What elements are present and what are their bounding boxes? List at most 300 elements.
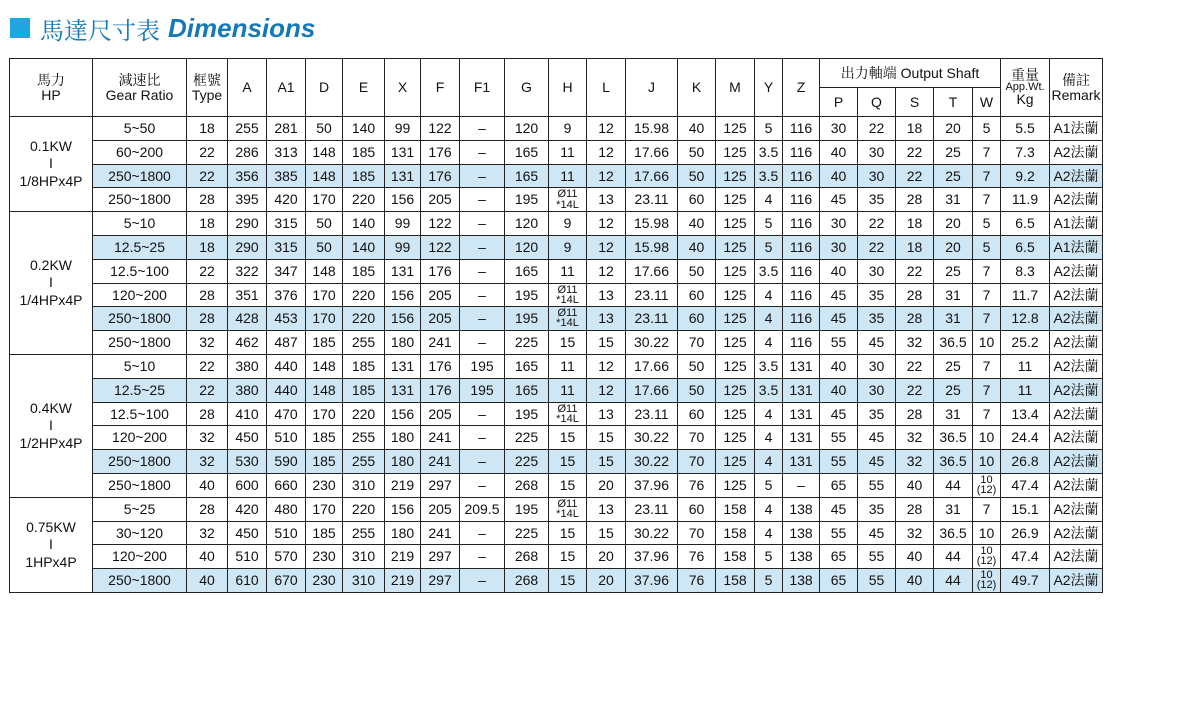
- table-cell: 30: [858, 378, 896, 402]
- table-cell: 4: [755, 283, 783, 307]
- table-cell: 28: [896, 497, 934, 521]
- table-cell: 225: [505, 331, 549, 355]
- table-cell: 131: [385, 354, 421, 378]
- table-cell: 13: [587, 283, 626, 307]
- table-cell: 122: [421, 235, 460, 259]
- type-header: 框號 Type: [187, 59, 228, 117]
- table-cell: 176: [421, 259, 460, 283]
- table-cell: 9.2: [1001, 164, 1050, 188]
- table-cell: 28: [896, 188, 934, 212]
- table-cell: 125: [716, 473, 755, 497]
- table-cell: 40: [820, 354, 858, 378]
- table-cell: 30.22: [626, 450, 678, 474]
- table-cell: 30: [858, 354, 896, 378]
- table-cell: 4: [755, 402, 783, 426]
- table-cell: 255: [343, 450, 385, 474]
- table-cell: 131: [385, 378, 421, 402]
- table-cell: 195: [505, 283, 549, 307]
- power-group-cell: [10, 117, 93, 212]
- table-cell: 40: [820, 164, 858, 188]
- table-cell: –: [460, 259, 505, 283]
- table-cell: 12.8: [1001, 307, 1050, 331]
- power-group-l2: I: [49, 155, 53, 172]
- shaft-header-q: Q: [858, 88, 896, 117]
- table-cell: 315: [267, 235, 306, 259]
- table-row: [10, 235, 1103, 259]
- table-cell: 219: [385, 545, 421, 569]
- table-cell: 480: [267, 497, 306, 521]
- table-cell: 28: [896, 307, 934, 331]
- table-cell: 131: [783, 354, 820, 378]
- table-cell: 170: [306, 188, 343, 212]
- table-row: [10, 140, 1103, 164]
- table-cell: 15.1: [1001, 497, 1050, 521]
- table-cell: 185: [306, 450, 343, 474]
- table-cell: 5: [755, 473, 783, 497]
- table-cell: 40: [678, 235, 716, 259]
- power-group-l1: 0.4KW: [29, 399, 72, 416]
- table-cell: 268: [505, 545, 549, 569]
- table-cell: 176: [421, 164, 460, 188]
- table-cell: 22: [896, 259, 934, 283]
- table-cell: 22: [896, 354, 934, 378]
- table-cell: A2法蘭: [1050, 140, 1103, 164]
- table-cell: 12.5~25: [93, 235, 187, 259]
- table-cell: 5: [973, 117, 1001, 141]
- table-cell: 219: [385, 473, 421, 497]
- table-cell: 15: [549, 331, 587, 355]
- table-cell: 250~1800: [93, 188, 187, 212]
- table-cell: 138: [783, 545, 820, 569]
- table-cell: 170: [306, 283, 343, 307]
- table-cell: 28: [187, 497, 228, 521]
- table-cell: 158: [716, 497, 755, 521]
- col-header-j: J: [626, 59, 678, 117]
- table-cell: 131: [385, 140, 421, 164]
- col-header-l: L: [587, 59, 626, 117]
- table-cell: 125: [716, 140, 755, 164]
- table-cell: 15.98: [626, 212, 678, 236]
- table-cell: 176: [421, 140, 460, 164]
- table-cell: 510: [228, 545, 267, 569]
- table-row: [10, 545, 1103, 569]
- shaft-header-s: S: [896, 88, 934, 117]
- table-cell: 116: [783, 212, 820, 236]
- table-row: [10, 378, 1103, 402]
- table-cell: 255: [343, 521, 385, 545]
- table-cell: 60: [678, 497, 716, 521]
- col-header-g: G: [505, 59, 549, 117]
- table-cell: –: [460, 545, 505, 569]
- table-cell: 15.98: [626, 235, 678, 259]
- table-cell: 180: [385, 426, 421, 450]
- table-cell: A2法蘭: [1050, 164, 1103, 188]
- table-cell: 40: [187, 473, 228, 497]
- table-cell: 20: [587, 545, 626, 569]
- table-cell: 255: [343, 331, 385, 355]
- table-cell: 99: [385, 117, 421, 141]
- table-cell: A2法蘭: [1050, 402, 1103, 426]
- table-cell: 40: [896, 569, 934, 593]
- table-row: [10, 497, 1103, 521]
- table-cell: 44: [934, 569, 973, 593]
- table-cell: 9: [549, 235, 587, 259]
- table-cell: 9: [549, 117, 587, 141]
- table-cell: A1法蘭: [1050, 235, 1103, 259]
- table-cell: 347: [267, 259, 306, 283]
- table-cell: 165: [505, 354, 549, 378]
- table-cell: 131: [385, 164, 421, 188]
- table-cell: 31: [934, 497, 973, 521]
- table-cell: [549, 497, 587, 521]
- table-cell: 268: [505, 473, 549, 497]
- table-cell: 11: [549, 378, 587, 402]
- table-cell: 148: [306, 164, 343, 188]
- table-cell: 195: [505, 188, 549, 212]
- table-cell: 18: [896, 235, 934, 259]
- table-cell: 23.11: [626, 307, 678, 331]
- table-cell: 125: [716, 307, 755, 331]
- table-cell: 40: [678, 212, 716, 236]
- table-cell: 310: [343, 569, 385, 593]
- table-cell: 31: [934, 283, 973, 307]
- table-cell: 45: [858, 521, 896, 545]
- table-cell: 3.5: [755, 140, 783, 164]
- table-cell: A1法蘭: [1050, 117, 1103, 141]
- table-cell: 30: [820, 235, 858, 259]
- table-cell: 36.5: [934, 450, 973, 474]
- table-cell: 125: [716, 164, 755, 188]
- table-cell: 60: [678, 283, 716, 307]
- table-cell: 185: [306, 521, 343, 545]
- table-cell: 225: [505, 426, 549, 450]
- table-cell: 220: [343, 307, 385, 331]
- table-cell: 230: [306, 569, 343, 593]
- table-row: [10, 569, 1103, 593]
- table-cell: 70: [678, 521, 716, 545]
- table-cell: 18: [896, 117, 934, 141]
- table-cell: 45: [820, 497, 858, 521]
- table-cell: 11: [1001, 354, 1050, 378]
- col-header-f1: F1: [460, 59, 505, 117]
- table-cell: 30: [820, 212, 858, 236]
- table-cell: 5: [755, 212, 783, 236]
- power-group-l3: 1/8HPx4P: [19, 172, 83, 189]
- table-cell: 120~200: [93, 545, 187, 569]
- table-cell: 8.3: [1001, 259, 1050, 283]
- table-cell: 32: [187, 450, 228, 474]
- col-header-z: Z: [783, 59, 820, 117]
- table-cell: 255: [343, 426, 385, 450]
- table-cell: 140: [343, 117, 385, 141]
- table-cell: 250~1800: [93, 307, 187, 331]
- table-cell: 120~200: [93, 283, 187, 307]
- two-line-value: Ø11 *14L: [556, 497, 579, 520]
- hp-header: 馬力 HP: [10, 59, 93, 117]
- table-cell: 225: [505, 521, 549, 545]
- table-cell: 15.98: [626, 117, 678, 141]
- table-row: [10, 164, 1103, 188]
- table-cell: A2法蘭: [1050, 521, 1103, 545]
- table-cell: 116: [783, 235, 820, 259]
- table-cell: 37.96: [626, 545, 678, 569]
- table-cell: 17.66: [626, 164, 678, 188]
- table-cell: 12: [587, 259, 626, 283]
- table-cell: 156: [385, 188, 421, 212]
- table-cell: 156: [385, 497, 421, 521]
- table-cell: 125: [716, 426, 755, 450]
- weight-header: 重量 App.Wt. Kg: [1001, 59, 1050, 117]
- shaft-header-w: W: [973, 88, 1001, 117]
- table-cell: 12.5~100: [93, 402, 187, 426]
- table-cell: 12: [587, 235, 626, 259]
- table-cell: 60: [678, 402, 716, 426]
- table-cell: 4: [755, 426, 783, 450]
- table-cell: 165: [505, 140, 549, 164]
- table-cell: 13: [587, 402, 626, 426]
- table-cell: 10: [973, 450, 1001, 474]
- table-cell: 510: [267, 426, 306, 450]
- table-cell: 32: [896, 331, 934, 355]
- table-cell: 6.5: [1001, 235, 1050, 259]
- table-cell: 230: [306, 473, 343, 497]
- table-cell: –: [460, 188, 505, 212]
- table-cell: 28: [187, 402, 228, 426]
- table-cell: 4: [755, 307, 783, 331]
- table-cell: 12: [587, 140, 626, 164]
- table-cell: 3.5: [755, 259, 783, 283]
- table-cell: 138: [783, 521, 820, 545]
- table-cell: –: [460, 569, 505, 593]
- power-group-l2: I: [49, 274, 53, 291]
- table-cell: 395: [228, 188, 267, 212]
- table-cell: –: [460, 164, 505, 188]
- table-cell: 165: [505, 259, 549, 283]
- table-cell: 30.22: [626, 426, 678, 450]
- table-cell: 31: [934, 402, 973, 426]
- table-cell: 185: [343, 259, 385, 283]
- table-cell: –: [460, 426, 505, 450]
- table-cell: 12: [587, 354, 626, 378]
- table-cell: 185: [343, 164, 385, 188]
- table-cell: 20: [934, 235, 973, 259]
- table-cell: 44: [934, 473, 973, 497]
- title-en: Dimensions: [168, 12, 316, 43]
- table-cell: 15: [587, 521, 626, 545]
- table-cell: 315: [267, 212, 306, 236]
- table-cell: 281: [267, 117, 306, 141]
- table-cell: 40: [820, 259, 858, 283]
- table-cell: 30: [858, 259, 896, 283]
- table-cell: 37.96: [626, 473, 678, 497]
- table-cell: 225: [505, 450, 549, 474]
- table-cell: 7: [973, 402, 1001, 426]
- table-cell: 209.5: [460, 497, 505, 521]
- table-cell: 5: [755, 545, 783, 569]
- table-cell: 351: [228, 283, 267, 307]
- table-cell: 116: [783, 307, 820, 331]
- table-cell: 55: [820, 426, 858, 450]
- table-cell: 20: [587, 473, 626, 497]
- table-cell: A2法蘭: [1050, 354, 1103, 378]
- table-row: [10, 521, 1103, 545]
- table-cell: 23.11: [626, 188, 678, 212]
- table-row: [10, 117, 1103, 141]
- table-cell: 60: [678, 188, 716, 212]
- table-cell: 230: [306, 545, 343, 569]
- table-cell: 25.2: [1001, 331, 1050, 355]
- table-cell: 55: [820, 521, 858, 545]
- table-cell: 7: [973, 497, 1001, 521]
- table-cell: 17.66: [626, 378, 678, 402]
- table-cell: 180: [385, 450, 421, 474]
- table-cell: 195: [505, 307, 549, 331]
- table-cell: 125: [716, 283, 755, 307]
- table-cell: 4: [755, 331, 783, 355]
- table-cell: 11: [549, 164, 587, 188]
- col-header-h: H: [549, 59, 587, 117]
- table-cell: 660: [267, 473, 306, 497]
- table-cell: 428: [228, 307, 267, 331]
- table-cell: –: [460, 307, 505, 331]
- col-header-k: K: [678, 59, 716, 117]
- table-cell: [973, 569, 1001, 593]
- table-cell: 120: [505, 117, 549, 141]
- table-cell: 470: [267, 402, 306, 426]
- table-cell: 176: [421, 378, 460, 402]
- table-cell: 13.4: [1001, 402, 1050, 426]
- table-cell: 116: [783, 140, 820, 164]
- power-group-l3: 1HPx4P: [25, 553, 77, 570]
- table-cell: 185: [306, 331, 343, 355]
- table-cell: 26.9: [1001, 521, 1050, 545]
- table-cell: 156: [385, 402, 421, 426]
- table-cell: 18: [187, 235, 228, 259]
- table-cell: –: [460, 283, 505, 307]
- table-cell: 7: [973, 164, 1001, 188]
- shaft-header-p: P: [820, 88, 858, 117]
- table-cell: 170: [306, 402, 343, 426]
- table-cell: 440: [267, 378, 306, 402]
- table-cell: 55: [820, 450, 858, 474]
- table-cell: 17.66: [626, 259, 678, 283]
- table-cell: 23.11: [626, 402, 678, 426]
- table-cell: A2法蘭: [1050, 545, 1103, 569]
- table-cell: 590: [267, 450, 306, 474]
- table-cell: 3.5: [755, 164, 783, 188]
- table-cell: 36.5: [934, 331, 973, 355]
- table-cell: 220: [343, 188, 385, 212]
- table-cell: 185: [343, 354, 385, 378]
- table-cell: 440: [267, 354, 306, 378]
- table-cell: 4: [755, 497, 783, 521]
- table-cell: 45: [820, 402, 858, 426]
- power-group-l3: 1/4HPx4P: [19, 291, 83, 308]
- table-cell: 10: [973, 521, 1001, 545]
- table-cell: 99: [385, 212, 421, 236]
- table-cell: 195: [505, 402, 549, 426]
- table-cell: 22: [187, 354, 228, 378]
- table-cell: 510: [267, 521, 306, 545]
- table-cell: 205: [421, 497, 460, 521]
- table-cell: 140: [343, 235, 385, 259]
- table-row: [10, 283, 1103, 307]
- table-cell: 7: [973, 283, 1001, 307]
- table-cell: 11: [549, 140, 587, 164]
- table-cell: 28: [896, 402, 934, 426]
- table-cell: A2法蘭: [1050, 378, 1103, 402]
- title-zh: 馬達尺寸表: [40, 16, 160, 45]
- table-cell: 15: [587, 450, 626, 474]
- table-cell: 49.7: [1001, 569, 1050, 593]
- table-cell: A2法蘭: [1050, 473, 1103, 497]
- table-cell: 185: [306, 426, 343, 450]
- table-cell: 5: [755, 117, 783, 141]
- table-cell: 205: [421, 188, 460, 212]
- table-cell: 165: [505, 164, 549, 188]
- shaft-header-t: T: [934, 88, 973, 117]
- table-cell: 241: [421, 450, 460, 474]
- table-cell: 4: [755, 450, 783, 474]
- table-cell: 205: [421, 283, 460, 307]
- table-cell: 55: [858, 545, 896, 569]
- table-cell: 4: [755, 188, 783, 212]
- table-cell: 22: [858, 235, 896, 259]
- table-cell: A2法蘭: [1050, 426, 1103, 450]
- table-cell: 148: [306, 354, 343, 378]
- table-cell: 7: [973, 307, 1001, 331]
- table-cell: 125: [716, 212, 755, 236]
- table-cell: A2法蘭: [1050, 188, 1103, 212]
- table-cell: [549, 283, 587, 307]
- table-cell: 131: [783, 378, 820, 402]
- table-cell: 10: [973, 426, 1001, 450]
- table-cell: 11: [549, 259, 587, 283]
- output-shaft-header: 出力軸端 Output Shaft: [820, 59, 1001, 88]
- table-cell: 125: [716, 402, 755, 426]
- power-group-l2: I: [49, 536, 53, 553]
- table-cell: 35: [858, 283, 896, 307]
- table-cell: 120~200: [93, 426, 187, 450]
- table-cell: 5: [755, 569, 783, 593]
- two-line-value: Ø11 *14L: [556, 283, 579, 306]
- table-cell: 255: [228, 117, 267, 141]
- table-cell: 453: [267, 307, 306, 331]
- table-cell: –: [460, 212, 505, 236]
- table-cell: –: [460, 473, 505, 497]
- table-cell: 30: [820, 117, 858, 141]
- table-cell: A2法蘭: [1050, 497, 1103, 521]
- table-cell: 13: [587, 497, 626, 521]
- table-body: [10, 117, 1103, 593]
- table-cell: 7: [973, 188, 1001, 212]
- table-cell: 131: [385, 259, 421, 283]
- table-cell: 297: [421, 545, 460, 569]
- table-cell: 3.5: [755, 354, 783, 378]
- table-cell: 25: [934, 259, 973, 283]
- page-title: [10, 10, 315, 46]
- table-cell: 610: [228, 569, 267, 593]
- power-group-l1: 0.2KW: [29, 256, 72, 273]
- table-cell: 25: [934, 354, 973, 378]
- table-cell: [549, 307, 587, 331]
- table-cell: –: [783, 473, 820, 497]
- table-cell: 122: [421, 117, 460, 141]
- table-cell: 410: [228, 402, 267, 426]
- table-cell: 40: [896, 545, 934, 569]
- table-cell: 241: [421, 426, 460, 450]
- table-cell: 241: [421, 331, 460, 355]
